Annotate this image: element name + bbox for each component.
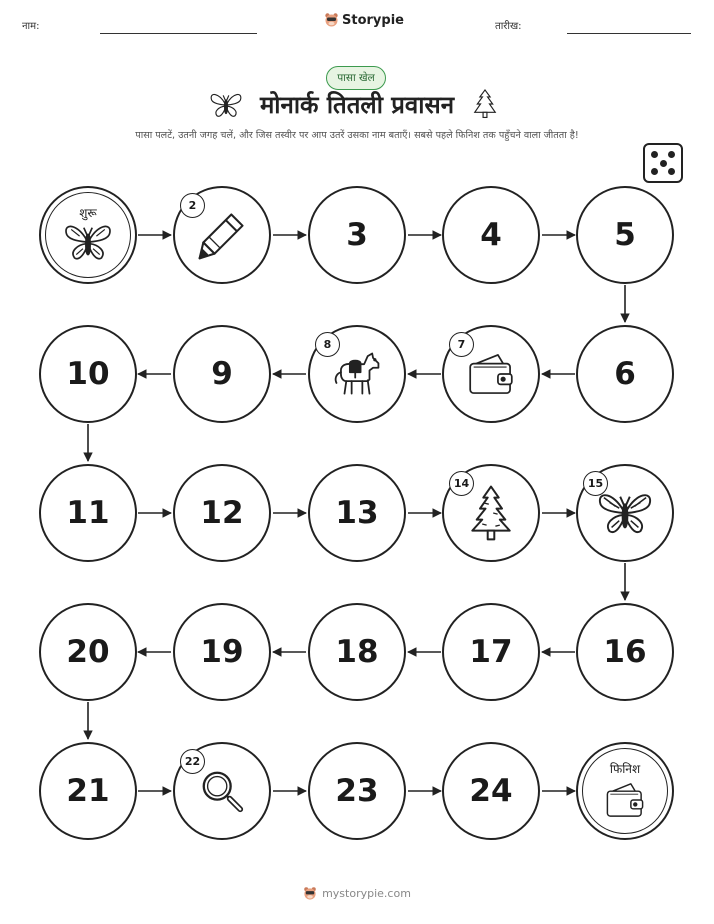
space-number: 19 xyxy=(200,634,244,670)
space-number-badge: 8 xyxy=(315,332,340,357)
board-space xyxy=(308,742,406,840)
board-space xyxy=(308,325,406,423)
space-number: 9 xyxy=(211,356,233,392)
space-number: 12 xyxy=(200,495,244,531)
board-space xyxy=(173,742,271,840)
board-space xyxy=(576,464,674,562)
space-number: 5 xyxy=(614,217,636,253)
space-number-badge: 7 xyxy=(449,332,474,357)
board-space xyxy=(576,325,674,423)
butterfly-icon xyxy=(596,489,654,537)
footer-url[interactable]: mystorypie.com xyxy=(322,887,411,900)
board-space xyxy=(442,325,540,423)
space-number-badge: 2 xyxy=(180,193,205,218)
magnifier-icon xyxy=(198,767,246,815)
board-space xyxy=(173,603,271,701)
instructions: पासा पलटें, उतनी जगह चलें, और जिस तस्वीर पर आप उतरें उसका नाम बताएँ। सबसे पहले फिनिश तक पहुँचने वाला जीतता है! xyxy=(135,130,579,141)
space-number: 23 xyxy=(335,773,379,809)
board-space xyxy=(39,464,137,562)
pencil-icon xyxy=(194,207,250,263)
space-number: 16 xyxy=(603,634,647,670)
board-space xyxy=(308,186,406,284)
game-type-tag: पासा खेल xyxy=(326,66,386,90)
space-number-badge: 15 xyxy=(583,471,608,496)
board-space xyxy=(173,325,271,423)
board-space xyxy=(442,186,540,284)
space-number: 18 xyxy=(335,634,379,670)
space-number: 11 xyxy=(66,495,110,531)
space-number: 20 xyxy=(66,634,110,670)
board-space xyxy=(173,464,271,562)
wallet-icon xyxy=(465,351,517,397)
board-space xyxy=(308,464,406,562)
finish-space xyxy=(576,742,674,840)
butterfly-icon xyxy=(62,221,114,263)
space-number: 24 xyxy=(469,773,513,809)
space-number: 10 xyxy=(66,356,110,392)
board-space xyxy=(576,603,674,701)
finish-label: फिनिश xyxy=(609,762,641,776)
brand-name: Storypie xyxy=(342,12,404,28)
wallet-icon xyxy=(603,780,647,820)
space-number: 6 xyxy=(614,356,636,392)
board-space xyxy=(576,186,674,284)
board-space xyxy=(39,742,137,840)
storypie-logo-icon xyxy=(303,886,317,901)
board-space xyxy=(442,603,540,701)
date-label: तारीख: xyxy=(495,21,522,32)
board-space xyxy=(308,603,406,701)
page-title: मोनार्क तितली प्रवासन xyxy=(259,91,455,119)
space-number: 3 xyxy=(346,217,368,253)
space-number-badge: 14 xyxy=(449,471,474,496)
space-number: 21 xyxy=(66,773,110,809)
board-space xyxy=(173,186,271,284)
board-space xyxy=(442,742,540,840)
pine-tree-icon xyxy=(469,484,513,542)
space-number: 17 xyxy=(469,634,513,670)
name-label: नाम: xyxy=(22,21,40,32)
board-space xyxy=(39,325,137,423)
footer xyxy=(0,886,714,901)
board-space xyxy=(39,603,137,701)
start-space xyxy=(39,186,137,284)
space-number: 4 xyxy=(480,217,502,253)
horse-icon xyxy=(330,349,384,399)
board-space xyxy=(442,464,540,562)
space-number-badge: 22 xyxy=(180,749,205,774)
space-number: 13 xyxy=(335,495,379,531)
start-label: शुरू xyxy=(79,206,97,220)
